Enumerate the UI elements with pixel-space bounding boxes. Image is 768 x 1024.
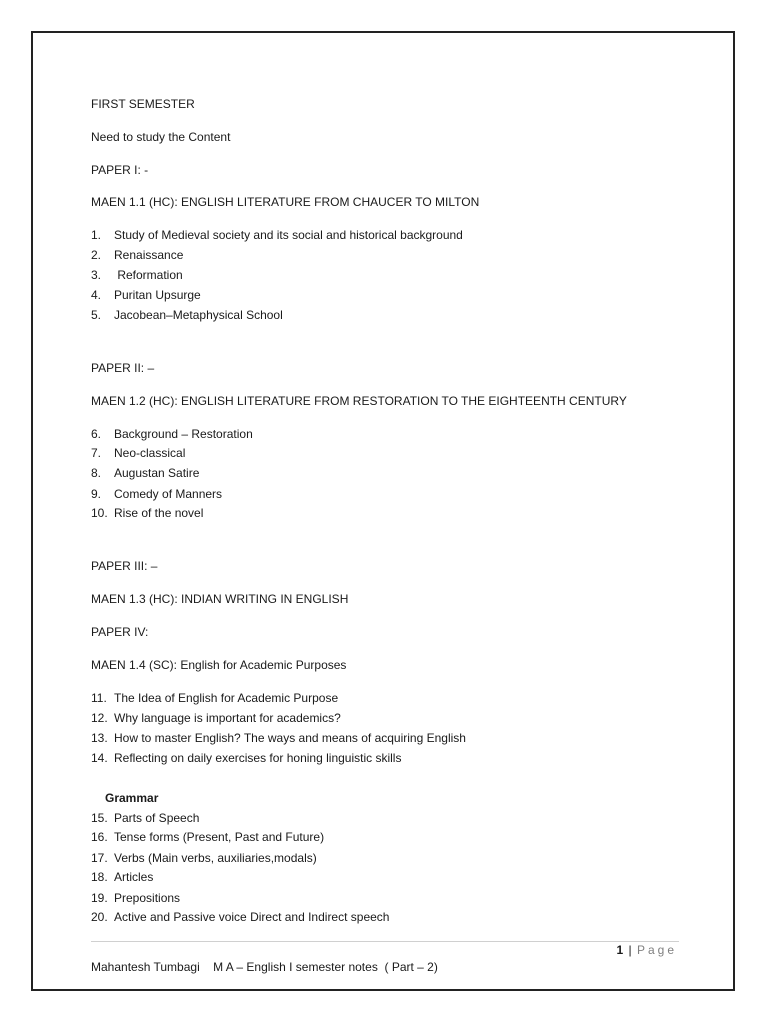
item-number: 6. (91, 427, 102, 441)
list-item (91, 827, 324, 847)
paper4-label: PAPER IV: (91, 625, 149, 639)
item-number: 4. (91, 288, 102, 302)
item-number: 3. (91, 268, 102, 282)
paper2-label: PAPER II: – (91, 361, 155, 375)
list-item (91, 463, 199, 483)
item-text: Active and Passive voice Direct and Indirect speech (114, 910, 390, 924)
item-number: 14. (91, 751, 108, 765)
paper2-title: MAEN 1.2 (HC): ENGLISH LITERATURE FROM RESTORATION TO THE EIGHTEENTH CENTURY (91, 394, 627, 408)
page-number-separator: | (628, 943, 632, 957)
item-number: 7. (91, 446, 102, 460)
item-number: 16. (91, 830, 108, 844)
list-item (91, 708, 341, 728)
list-item (91, 748, 401, 768)
list-item (91, 867, 153, 887)
item-text: Jacobean–Metaphysical School (114, 308, 283, 322)
grammar-heading: Grammar (105, 791, 159, 805)
item-text: The Idea of English for Academic Purpose (114, 691, 339, 705)
page-number (616, 943, 677, 957)
list-item (91, 907, 389, 927)
item-text: Neo-classical (114, 446, 186, 460)
list-item (91, 688, 338, 708)
item-number: 11. (91, 691, 107, 705)
semester-heading: FIRST SEMESTER (91, 97, 195, 111)
item-number: 15. (91, 811, 108, 825)
item-text: Tense forms (Present, Past and Future) (114, 830, 325, 844)
list-item (91, 484, 222, 504)
footer-divider (91, 941, 679, 942)
page-label: Page (636, 943, 677, 957)
intro-text: Need to study the Content (91, 130, 231, 144)
item-number: 19. (91, 891, 108, 905)
item-text: Augustan Satire (114, 466, 200, 480)
item-text: Reflecting on daily exercises for honing linguistic skills (114, 751, 402, 765)
list-item (91, 443, 185, 463)
item-number: 12. (91, 711, 108, 725)
paper1-title: MAEN 1.1 (HC): ENGLISH LITERATURE FROM CHAUCER TO MILTON (91, 195, 480, 209)
item-text: Rise of the novel (114, 506, 204, 520)
item-text: Prepositions (114, 891, 181, 905)
document-page (31, 31, 735, 991)
list-item (91, 225, 463, 245)
item-text: Comedy of Manners (114, 487, 223, 501)
item-text: How to master English? The ways and means of acquiring English (114, 731, 466, 745)
paper3-title: MAEN 1.3 (HC): INDIAN WRITING IN ENGLISH (91, 592, 349, 606)
list-item (91, 245, 183, 265)
list-item (91, 285, 201, 305)
list-item (91, 305, 283, 325)
item-number: 5. (91, 308, 102, 322)
item-number: 20. (91, 910, 108, 924)
item-text: Parts of Speech (114, 811, 200, 825)
item-text: Reformation (114, 268, 183, 282)
list-item (91, 848, 317, 868)
footer-text: Mahantesh Tumbagi M A – English I semester notes ( Part – 2) (91, 960, 438, 974)
item-text: Verbs (Main verbs, auxiliaries,modals) (114, 851, 317, 865)
item-number: 13. (91, 731, 108, 745)
list-item (91, 808, 199, 828)
list-item (91, 503, 203, 523)
list-item (91, 265, 183, 285)
item-text: Background – Restoration (114, 427, 253, 441)
item-number: 10. (91, 506, 108, 520)
item-text: Why language is important for academics? (114, 711, 341, 725)
item-number: 2. (91, 248, 102, 262)
paper3-label: PAPER III: – (91, 559, 158, 573)
item-number: 9. (91, 487, 102, 501)
page-number-value: 1 (616, 943, 624, 957)
paper4-title: MAEN 1.4 (SC): English for Academic Purposes (91, 658, 347, 672)
list-item (91, 888, 180, 908)
item-number: 8. (91, 466, 102, 480)
item-text: Renaissance (114, 248, 184, 262)
item-number: 18. (91, 870, 108, 884)
item-text: Articles (114, 870, 154, 884)
paper1-label: PAPER I: - (91, 163, 149, 177)
list-item (91, 424, 253, 444)
item-number: 17. (91, 851, 108, 865)
item-text: Puritan Upsurge (114, 288, 201, 302)
item-number: 1. (91, 228, 102, 242)
item-text: Study of Medieval society and its social and historical background (114, 228, 463, 242)
list-item (91, 728, 466, 748)
